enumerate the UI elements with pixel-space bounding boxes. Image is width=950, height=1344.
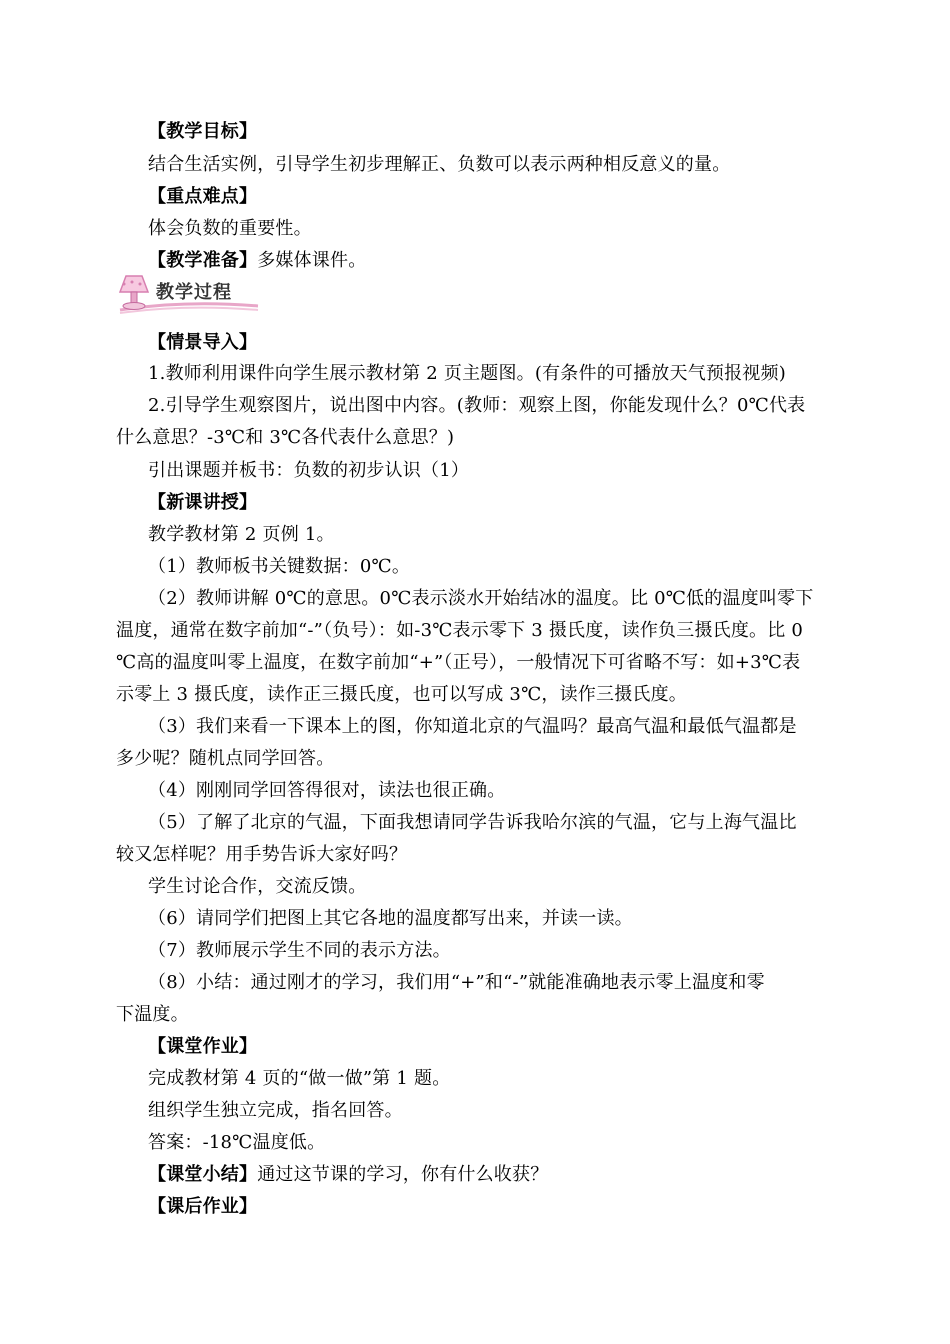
lesson-line: 学生讨论合作，交流反馈。 (148, 876, 367, 897)
classwork-line: 组织学生独立完成，指名回答。 (148, 1100, 403, 1121)
lesson-line: 多少呢？随机点同学回答。 (116, 748, 335, 769)
process-banner (110, 270, 260, 316)
intro-line: 什么意思？-3℃和 3℃各代表什么意思？) (116, 427, 455, 448)
key-points-heading: 【重点难点】 (148, 186, 258, 207)
objectives-heading: 【教学目标】 (148, 121, 258, 142)
key-points-body: 体会负数的重要性。 (148, 218, 312, 239)
new-lesson-heading: 【新课讲授】 (148, 492, 258, 513)
intro-heading: 【情景导入】 (148, 332, 258, 353)
intro-line: 引出课题并板书：负数的初步认识（1） (148, 460, 470, 481)
lesson-line: 较又怎样呢？用手势告诉大家好吗？ (116, 844, 408, 865)
lesson-line: 示零上 3 摄氏度，读作正三摄氏度，也可以写成 3℃，读作三摄氏度。 (116, 684, 688, 705)
intro-line: 1.教师利用课件向学生展示教材第 2 页主题图。(有条件的可播放天气预报视频) (148, 363, 786, 384)
lesson-line: 教学教材第 2 页例 1。 (148, 524, 335, 545)
lesson-line: 下温度。 (116, 1004, 189, 1025)
lesson-line: （6）请同学们把图上其它各地的温度都写出来，并读一读。 (148, 908, 633, 929)
summary-heading: 【课堂小结】 (148, 1164, 258, 1185)
lesson-line: （5）了解了北京的气温，下面我想请同学告诉我哈尔滨的气温，它与上海气温比 (148, 812, 797, 833)
lesson-line: （8）小结：通过刚才的学习，我们用“+”和“-”就能准确地表示零上温度和零 (148, 972, 765, 993)
classwork-line: 完成教材第 4 页的“做一做”第 1 题。 (148, 1068, 451, 1089)
process-banner-label: 教学过程 (156, 282, 232, 303)
lesson-line: （2）教师讲解 0℃的意思。0℃表示淡水开始结冰的温度。比 0℃低的温度叫零下 (148, 588, 814, 609)
lesson-line: （4）刚刚同学回答得很对，读法也很正确。 (148, 780, 506, 801)
summary-body: 通过这节课的学习，你有什么收获？ (257, 1164, 549, 1185)
objectives-body: 结合生活实例，引导学生初步理解正、负数可以表示两种相反意义的量。 (148, 154, 731, 175)
lesson-line: （3）我们来看一下课本上的图，你知道北京的气温吗？最高气温和最低气温都是 (148, 716, 797, 737)
homework-heading: 【课后作业】 (148, 1196, 258, 1217)
classwork-line: 答案：-18℃温度低。 (148, 1132, 326, 1153)
lesson-line: （7）教师展示学生不同的表示方法。 (148, 940, 451, 961)
classwork-heading: 【课堂作业】 (148, 1036, 258, 1057)
preparation-heading: 【教学准备】 (148, 250, 258, 271)
preparation-body: 多媒体课件。 (257, 250, 367, 271)
lesson-line: （1）教师板书关键数据：0℃。 (148, 556, 411, 577)
intro-line: 2.引导学生观察图片，说出图中内容。(教师：观察上图，你能发现什么？0℃代表 (148, 395, 806, 416)
summary-line (148, 1163, 868, 1187)
lesson-line: 温度，通常在数字前加“-”（负号）：如-3℃表示零下 3 摄氏度，读作负三摄氏度。比 0 (116, 620, 804, 641)
lesson-line: ℃高的温度叫零上温度，在数字前加“+”（正号），一般情况下可省略不写：如+3℃表 (116, 652, 801, 673)
